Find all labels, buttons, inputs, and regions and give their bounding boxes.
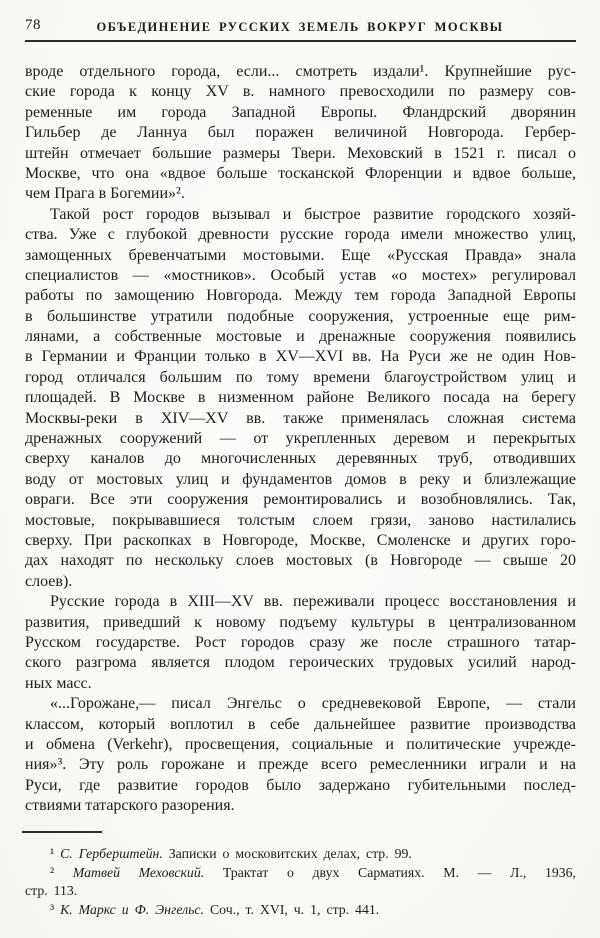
text-line: чем Прага в Богемии»². <box>25 185 185 203</box>
footnote-line <box>25 864 576 883</box>
text-line: специалистов — «мостников». Особый устав «о мостех» регулировал <box>25 266 576 284</box>
running-title: ОБЪЕДИНЕНИЕ РУССКИХ ЗЕМЕЛЬ ВОКРУГ МОСКВЫ <box>96 20 504 34</box>
text-line: сверху каналов до многочисленных деревянных труб, отводивших <box>25 450 576 468</box>
text-line: лянами, а собственные мостовые и дренажные сооружения появились <box>25 328 576 346</box>
text-line: город отличался большим по тому времени благоустройством улиц и <box>25 368 576 386</box>
text-line: овраги. Все эти сооружения ремонтировались и возобновлялись. Так, <box>25 491 576 509</box>
text-line: площадей. В Москве в низменном районе Великого посада на берегу <box>25 389 576 407</box>
text-line: ния»³. Эту роль горожане и прежде всего ремесленники играли и на <box>25 756 576 774</box>
footnote-separator <box>22 831 102 833</box>
text-line: воду от мостовых улиц и фундаментов домов в реку и близлежащие <box>25 470 576 488</box>
text-line: «...Горожане,— писал Энгельс о средневековой Европе, — стали <box>50 695 576 713</box>
text-line: в Германии и Франции только в XV—XVI вв. На Руси же не один Нов- <box>25 348 576 366</box>
text-line: штейн отмечает большие размеры Твери. Меховский в 1521 г. писал о <box>25 144 576 162</box>
text-line: Русском государстве. Рост городов сразу же после страшного татар- <box>25 633 576 651</box>
text-line: дах находят по нескольку слоев мостовых (в Новгороде — свыше 20 <box>25 552 576 570</box>
text-line: развития, приведший к новому подъему культуры в централизованном <box>25 613 576 631</box>
text-line: ские города к концу XV в. намного превосходили по размеру сов- <box>25 83 576 101</box>
text-line: Москве, что она «вдвое больше тосканской Флоренции и вдвое больше, <box>25 164 576 182</box>
footnote-text: Трактат о двух Сарматиях. М. — Л., 1936, <box>204 864 576 880</box>
footnote-line <box>25 845 576 864</box>
text-line: вроде отдельного города, если... смотреть издали¹. Крупнейшие рус- <box>25 63 576 80</box>
text-line: Такой рост городов вызывал и быстрое развитие городского хозяй- <box>50 205 576 223</box>
footnote-text: Соч., т. XVI, ч. 1, стр. 441. <box>204 901 380 917</box>
running-header <box>25 14 575 38</box>
text-line: ства. Уже с глубокой древности русские города имели множество улиц, <box>25 226 576 244</box>
paragraph <box>25 694 576 816</box>
text-line: Руси, где развитие городов было задержано губительными послед- <box>25 776 576 794</box>
text-line: Москвы-реки в XIV—XV вв. также применялась сложная система <box>25 409 576 427</box>
text-line: замощенных бревенчатыми мостовыми. Еще «Русская Правда» знала <box>25 246 576 264</box>
text-line: Гильбер де Ланнуа был поражен величиной Новгорода. Гербер- <box>25 124 576 142</box>
footnote-text: ² <box>50 864 73 880</box>
footnotes <box>25 845 576 919</box>
text-line: ского разгрома является плодом героических трудовых усилий народ- <box>25 654 576 672</box>
text-line: ременные им города Западной Европы. Фландрский дворянин <box>25 103 576 121</box>
text-line: слоев). <box>25 572 73 590</box>
text-line: ных масс. <box>25 674 92 692</box>
footnote-author: С. Герберштейн. <box>60 846 163 861</box>
text-line: работы по замощению Новгорода. Между тем города Западной Европы <box>25 287 576 305</box>
header-rule <box>25 40 576 42</box>
paragraph <box>25 205 576 592</box>
footnote-text: ¹ <box>50 846 61 861</box>
footnote-author: К. Маркс и Ф. Энгельс. <box>60 901 205 917</box>
text-line: в большинстве утратили подобные сооружения, устроенные еще рим- <box>25 307 576 325</box>
text-line: классом, который воплотил в себе дальнейшее развитие производства <box>25 715 576 733</box>
paragraph <box>25 592 576 694</box>
text-line: Русские города в XIII—XV вв. переживали процесс восстановления и <box>50 593 576 611</box>
body-text <box>25 62 576 816</box>
footnote-text: Записки о московитских делах, стр. 99. <box>162 846 412 861</box>
footnote-text: ³ <box>50 901 61 917</box>
footnote-line <box>25 901 576 920</box>
text-line: мостовые, покрывавшиеся толстым слоем грязи, заново настилались <box>25 511 576 529</box>
footnote-line <box>25 882 576 901</box>
page-number: 78 <box>25 17 41 33</box>
text-line: и обмена (Verkehr), просвещения, социальные и политические учрежде- <box>25 735 576 753</box>
text-line: ствиями татарского разорения. <box>25 797 235 815</box>
footnote-text: стр. 113. <box>25 883 78 899</box>
footnote-author: Матвей Меховский. <box>72 864 205 880</box>
text-line: сверху. При раскопках в Новгороде, Москве, Смоленске и других горо- <box>25 531 576 549</box>
text-line: дренажных сооружений — от укрепленных деревом и перекрытых <box>25 430 576 448</box>
paragraph <box>25 62 576 205</box>
